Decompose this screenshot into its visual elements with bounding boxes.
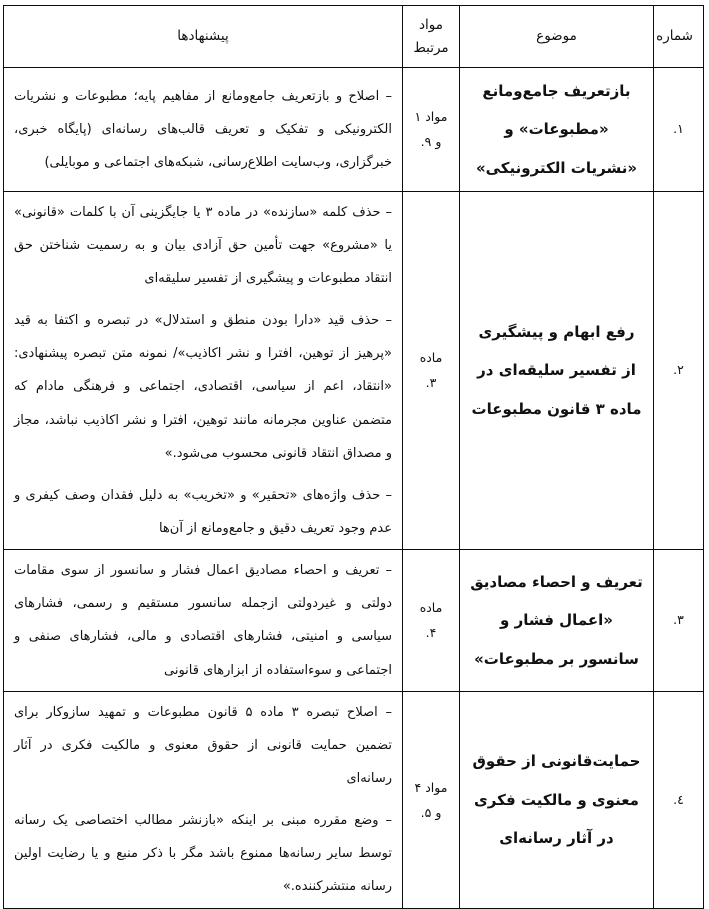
row-subject: تعریف و احصاء مصادیق «اعمال فشار و سانسور بر مطبوعات»: [460, 550, 654, 692]
row-subject: بازتعریف جامع‌ومانع «مطبوعات» و «نشریات الکترونیکی»: [460, 68, 654, 192]
proposal-item: – حذف کلمه «سازنده» در ماده ۳ یا جایگزینی آن با کلمات «قانونی» یا «مشروع» جهت تأمین حق آزادی بیان و به رسمیت شناختن حق انتقاد مطبوعات و پیشگیری از تفسیر سلیقه‌ای: [14, 204, 392, 287]
row-subject: رفع ابهام و پیشگیری از تفسیر سلیقه‌ای در ماده ۳ قانون مطبوعات: [460, 191, 654, 549]
column-header-proposals: پیشنهادها: [4, 6, 403, 68]
row-subject: حمایت‌قانونی از حقوق معنوی و مالکیت فکری در آثار رسانه‌ای: [460, 691, 654, 908]
row-proposals: [4, 550, 403, 692]
column-header-subject: موضوع: [460, 6, 654, 68]
row-articles: ماده ۴.: [403, 550, 460, 692]
row-proposals: [4, 691, 403, 908]
proposal-item: – تعریف و احصاء مصادیق اعمال فشار و سانسور از سوی مقامات دولتی و غیردولتی ازجمله سانسور مستقیم و رسمی، فشارهای سیاسی و امنیتی، فشارهای اقتصادی و مالی، فشارهای صنفی و اجتماعی و سوءاستفاده از ابزارهای قانونی: [14, 563, 392, 678]
row-articles: ماده ۳.: [403, 191, 460, 549]
row-articles: مواد ۴ و ۵.: [403, 691, 460, 908]
row-number: ۳.: [654, 550, 704, 692]
row-number: ٤.: [654, 691, 704, 908]
row-number: ۱.: [654, 68, 704, 192]
table-row: [4, 691, 704, 908]
proposal-item: – اصلاح تبصره ۳ ماده ۵ قانون مطبوعات و تمهید سازوکار برای تضمین حمایت قانونی از حقوق معنوی و مالکیت فکری در آثار رسانه‌ای: [14, 704, 393, 786]
row-proposals: [4, 191, 403, 549]
row-articles: مواد ۱ و ۹.: [403, 68, 460, 192]
table-row: [4, 68, 704, 192]
row-proposals: [4, 68, 403, 192]
proposal-item: – حذف قید «دارا بودن منطق و استدلال» در تبصره و اکتفا به قید «پرهیز از توهین، افترا و نشر اکاذیب»/ نمونه متن تبصره پیشنهادی: «انتقاد، اعم از سیاسی، اقتصادی، اجتماعی و فرهنگی مادام که متضمن عناوین مجرمانه مانند توهین، افترا و نشر اکاذیب نباشد، مجاز و مصداق انتقاد قانونی محسوب می‌شود.»: [14, 313, 392, 461]
proposal-item: – اصلاح و بازتعریف جامع‌ومانع از مفاهیم پایه؛ مطبوعات و نشریات الکترونیکی و تفکیک و تعریف قالب‌های رسانه‌ای (پایگاه خبری، خبرگزاری، وب‌سایت اطلاع‌رسانی، شبکه‌های اجتماعی و موبایلی): [14, 88, 392, 170]
proposal-item: – وضع مقرره مبنی بر اینکه «بازنشر مطالب اختصاصی یک رسانه توسط سایر رسانه‌ها ممنوع باشد مگر با ذکر منبع و یا رضایت اولین رسانه منتشرکننده.»: [14, 813, 392, 895]
table-row: [4, 191, 704, 549]
proposals-table: [3, 5, 704, 909]
table-row: [4, 550, 704, 692]
proposal-item: – حذف واژه‌های «تحقیر» و «تخریب» به دلیل فقدان وصف کیفری و عدم وجود تعریف دقیق و جامع‌ومانع از آن‌ها: [14, 487, 392, 537]
column-header-number: شماره: [654, 6, 704, 68]
column-header-articles: مواد مرتبط: [403, 6, 460, 68]
table-header-row: [4, 6, 704, 68]
row-number: ۲.: [654, 191, 704, 549]
